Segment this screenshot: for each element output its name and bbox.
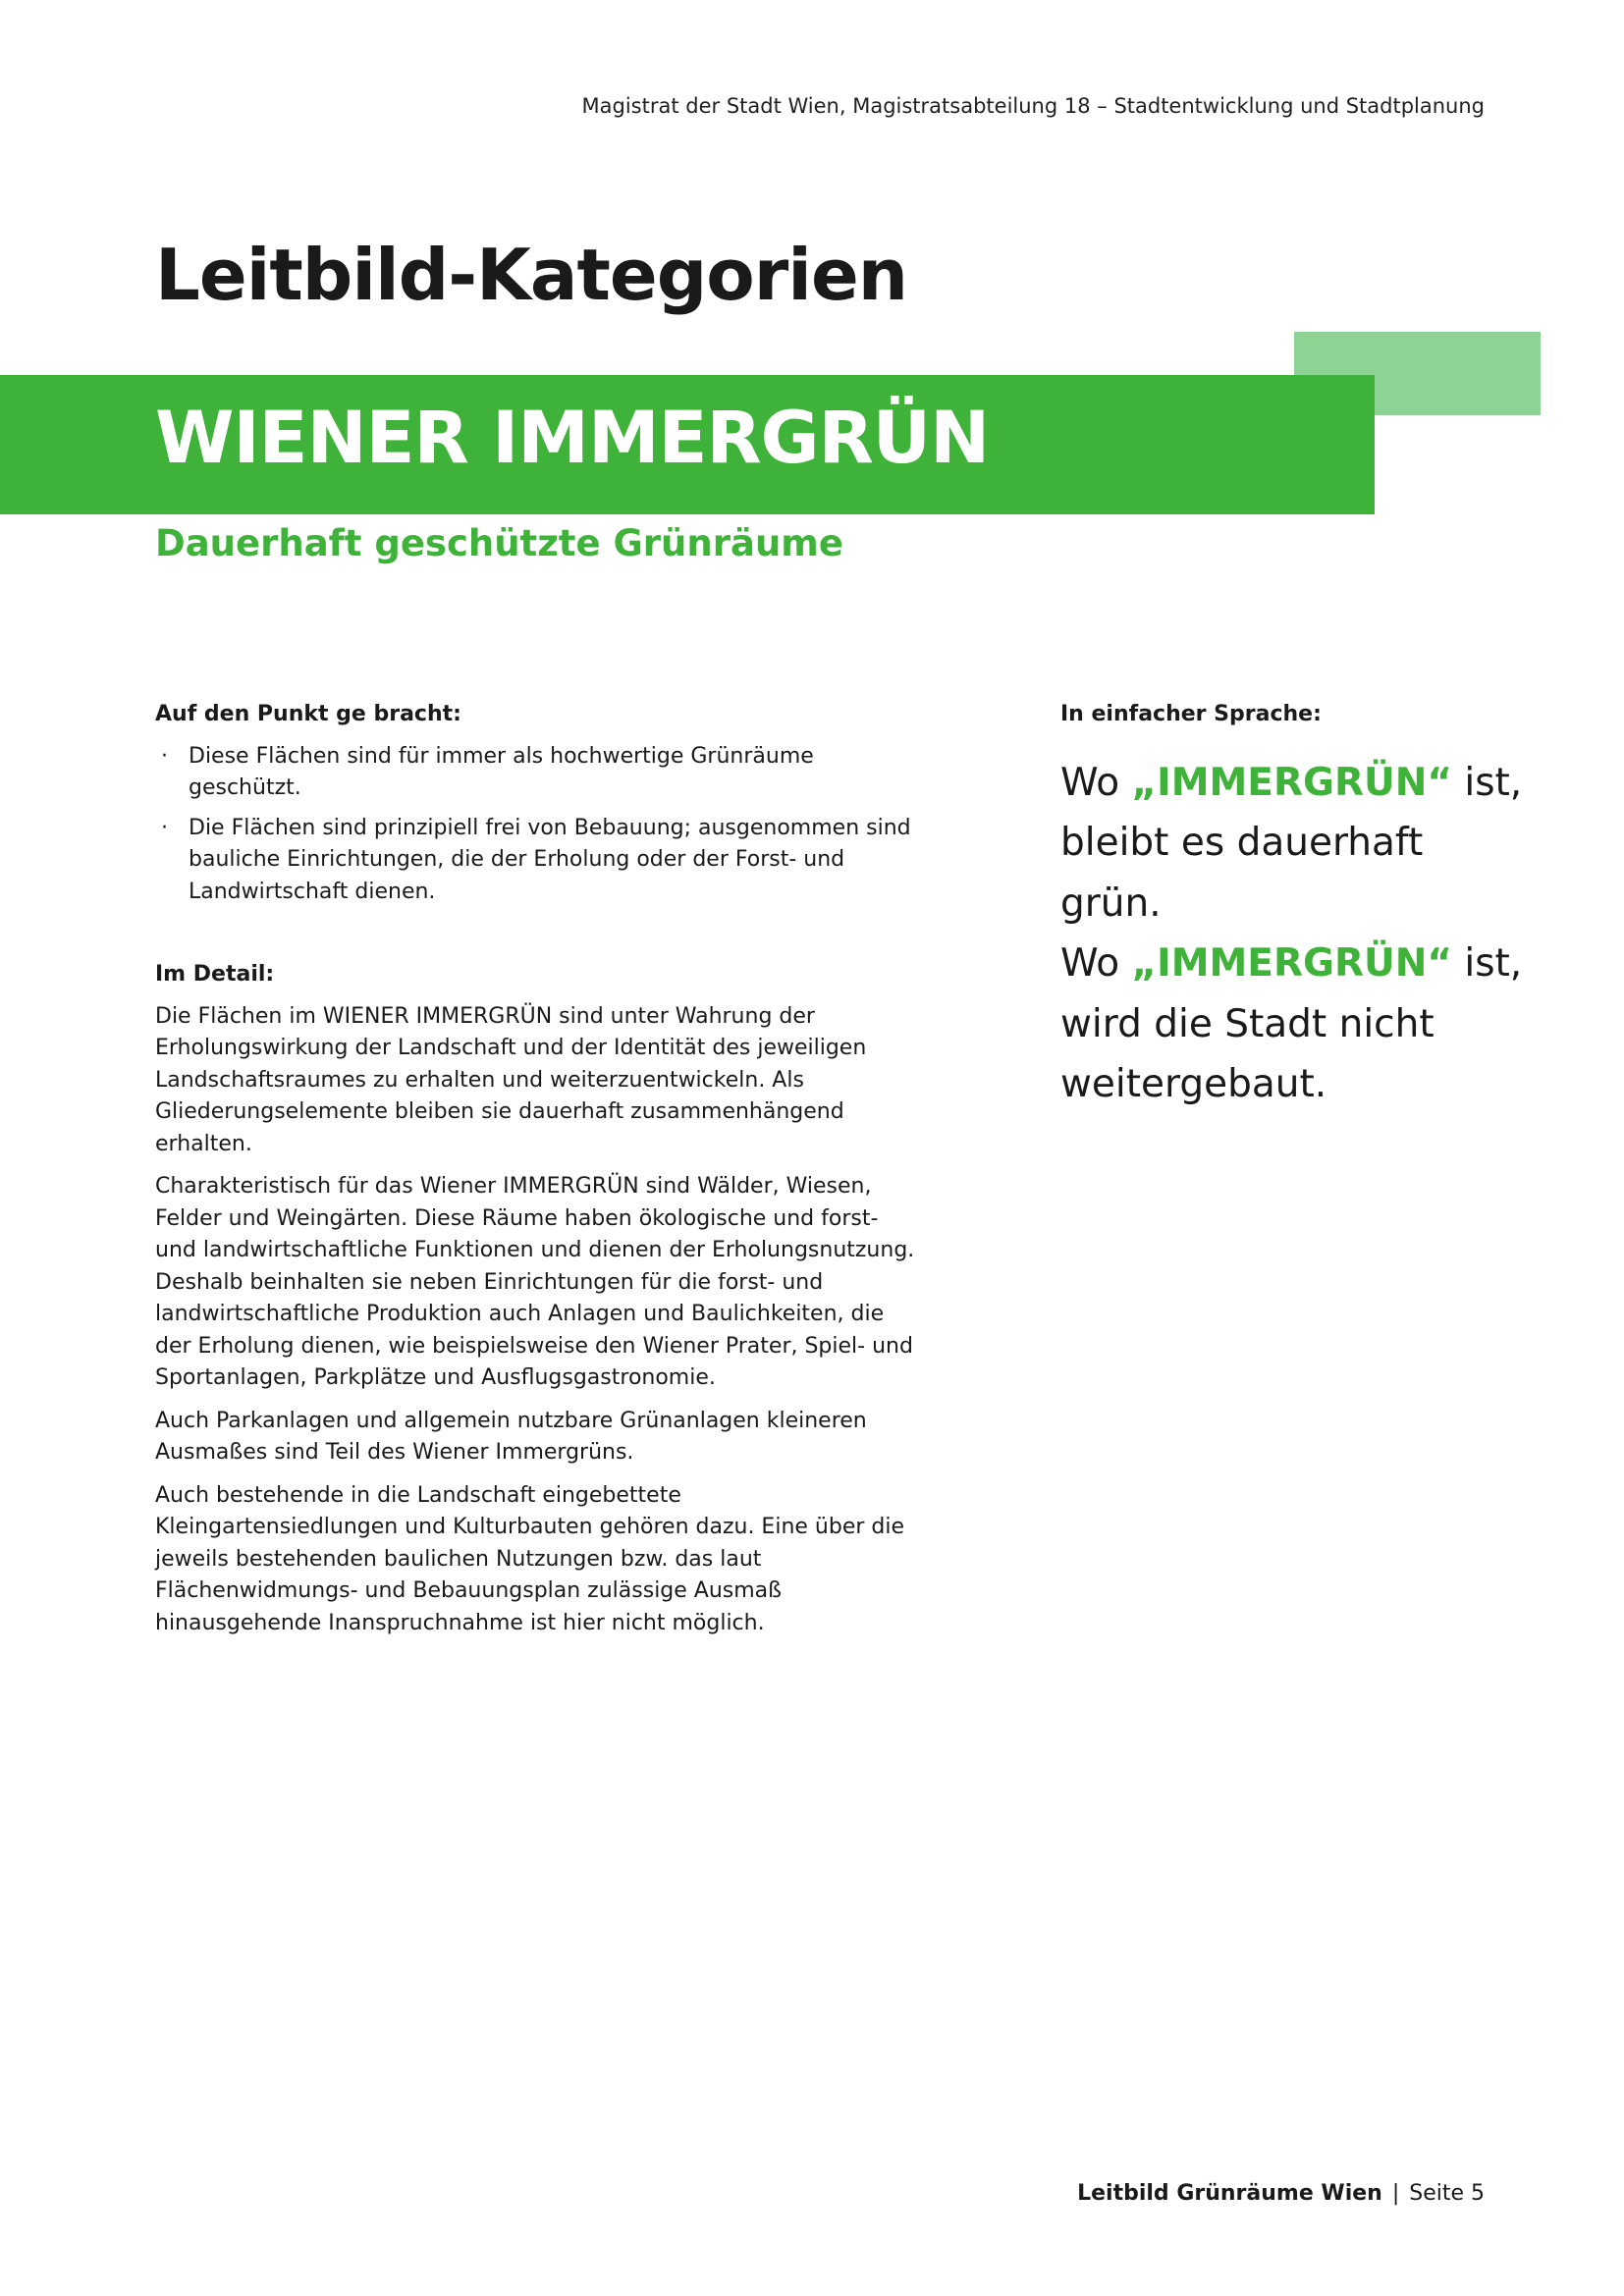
- main-column: [155, 699, 921, 1650]
- footer-separator: |: [1391, 2181, 1400, 2206]
- summary-heading: Auf den Punkt ge bracht:: [155, 702, 461, 726]
- category-subtitle: Dauerhaft geschützte Grünräume: [155, 522, 843, 564]
- statement-text: Wo: [1060, 760, 1132, 805]
- detail-paragraph: Auch bestehende in die Landschaft eingebettete Kleingartensiedlungen und Kulturbauten gehören dazu. Eine über die jeweils bestehenden baulichen Nutzungen bzw. das laut Flächenwidmungs- und Bebauungsplan zulässige Ausmaß hinausgehende Inanspruchnahme ist hier nicht möglich.: [155, 1482, 905, 1635]
- page-title: Leitbild-Kategorien: [155, 234, 908, 316]
- detail-paragraph: Die Flächen im WIENER IMMERGRÜN sind unter Wahrung der Erholungswirkung der Landschaft und der Identität des jeweiligen Landschaftsraumes zu erhalten und weiterzuentwickeln. Als Gliederungselemente bleiben sie dauerhaft zusammenhängend erhalten.: [155, 1003, 867, 1156]
- plain-language-heading: In einfacher Sprache:: [1060, 702, 1322, 726]
- plain-language-column: [1060, 699, 1532, 1115]
- summary-item: [155, 813, 921, 909]
- footer-document-title: Leitbild Grünräume Wien: [1077, 2181, 1382, 2206]
- summary-item-text: Diese Flächen sind für immer als hochwertige Grünräume geschützt.: [189, 743, 814, 800]
- detail-paragraph: Auch Parkanlagen und allgemein nutzbare Grünanlagen kleineren Ausmaßes sind Teil des Wiener Immergrüns.: [155, 1408, 867, 1465]
- summary-item: [155, 741, 921, 805]
- statement-text: ist, wird die Stadt nicht weitergebaut.: [1060, 941, 1523, 1106]
- detail-heading: Im Detail:: [155, 962, 275, 987]
- statement-text: ist, bleibt es dauerhaft grün.: [1060, 760, 1523, 926]
- plain-language-statement: [1060, 934, 1532, 1115]
- bullet-icon: ·: [161, 815, 168, 840]
- page-number: Seite 5: [1409, 2181, 1485, 2206]
- detail-paragraph: Charakteristisch für das Wiener IMMERGRÜN sind Wälder, Wiesen, Felder und Weingärten. Diese Räume haben ökologische und forst- und landwirtschaftliche Funktionen und dienen der Erholungsnutzung. Deshalb beinhalten sie neben Einrichtungen für die forst- und landwirtschaftliche Produktion auch Anlagen und Baulichkeiten, die der Erholung dienen, wie beispielsweise den Wiener Prater, Spiel- und Sportanlagen, Parkplätze und Ausflugsgastronomie.: [155, 1174, 915, 1390]
- summary-list: [155, 741, 921, 909]
- immergruen-highlight: „IMMERGRÜN“: [1131, 941, 1452, 986]
- statement-text: Wo: [1060, 941, 1132, 986]
- bullet-icon: ·: [161, 743, 168, 769]
- plain-language-statement: [1060, 753, 1532, 934]
- category-title: WIENER IMMERGRÜN: [155, 397, 990, 480]
- running-header: Magistrat der Stadt Wien, Magistratsabteilung 18 – Stadtentwicklung und Stadtplanung: [581, 94, 1485, 118]
- page-footer: [1077, 2181, 1485, 2206]
- immergruen-highlight: „IMMERGRÜN“: [1131, 760, 1452, 805]
- summary-item-text: Die Flächen sind prinzipiell frei von Bebauung; ausgenommen sind bauliche Einrichtungen, die der Erholung oder der Forst- und Landwirtschaft dienen.: [189, 815, 911, 904]
